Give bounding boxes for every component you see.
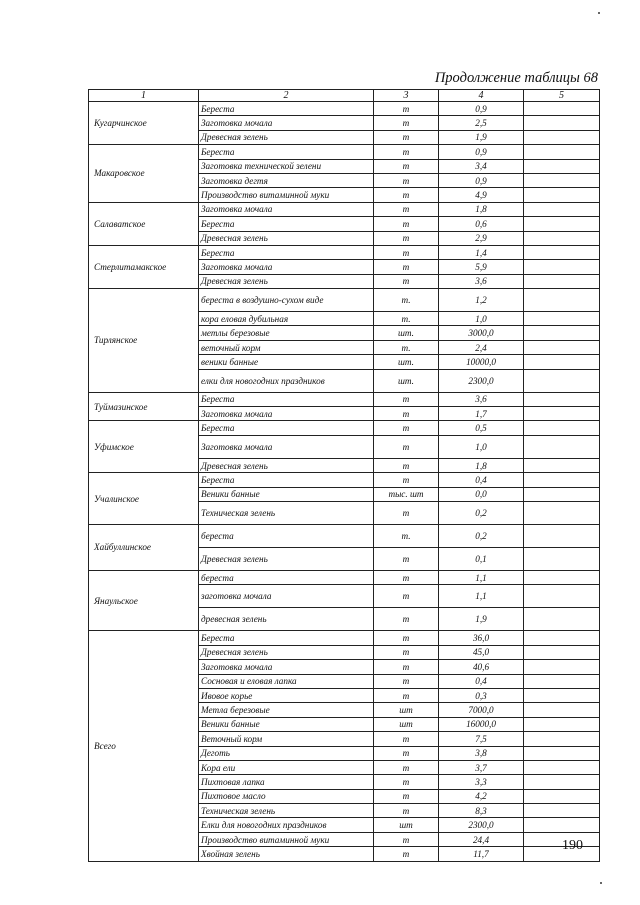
unit-cell: т [374,231,439,245]
quantity-cell: 0,9 [439,102,524,116]
empty-cell [524,231,600,245]
table-row [89,631,600,645]
quantity-cell: 7,5 [439,732,524,746]
item-cell: Метла березовые [199,703,374,717]
district-cell: Тирлянское [89,289,199,393]
item-cell: Заготовка мочала [199,116,374,130]
empty-cell [524,245,600,259]
unit-cell: шт [374,703,439,717]
quantity-cell: 3,3 [439,775,524,789]
quantity-cell: 10000,0 [439,355,524,369]
quantity-cell: 0,4 [439,473,524,487]
item-cell: Сосновая и еловая лапка [199,674,374,688]
unit-cell: т [374,473,439,487]
empty-cell [524,217,600,231]
empty-cell [524,392,600,406]
item-cell: веточный корм [199,340,374,354]
quantity-cell: 1,8 [439,458,524,472]
column-header: 4 [439,90,524,102]
quantity-cell: 1,1 [439,570,524,584]
district-cell: Туймазинское [89,392,199,421]
unit-cell: т [374,760,439,774]
item-cell: Кора ели [199,760,374,774]
item-cell: Береста [199,145,374,159]
unit-cell: т [374,102,439,116]
unit-cell: т [374,145,439,159]
empty-cell [524,585,600,608]
unit-cell: т [374,832,439,846]
unit-cell: т [374,775,439,789]
item-cell: Заготовка дегтя [199,173,374,187]
item-cell: Древесная зелень [199,130,374,144]
empty-cell [524,326,600,340]
empty-cell [524,355,600,369]
empty-cell [524,524,600,547]
unit-cell: т [374,570,439,584]
quantity-cell: 2,9 [439,231,524,245]
item-cell: Производство витаминной муки [199,832,374,846]
item-cell: Заготовка мочала [199,435,374,458]
quantity-cell: 3,8 [439,746,524,760]
unit-cell: т [374,260,439,274]
quantity-cell: 0,4 [439,674,524,688]
unit-cell: т [374,245,439,259]
quantity-cell: 2,4 [439,340,524,354]
quantity-cell: 36,0 [439,631,524,645]
unit-cell: шт [374,717,439,731]
column-header: 2 [199,90,374,102]
quantity-cell: 16000,0 [439,717,524,731]
quantity-cell: 0,2 [439,524,524,547]
empty-cell [524,804,600,818]
quantity-cell: 0,3 [439,688,524,702]
item-cell: елки для новогодних праздников [199,369,374,392]
item-cell: Древесная зелень [199,231,374,245]
unit-cell: т [374,660,439,674]
item-cell: Веники банные [199,487,374,501]
unit-cell: т. [374,312,439,326]
unit-cell: т [374,173,439,187]
empty-cell [524,473,600,487]
empty-cell [524,501,600,524]
empty-cell [524,116,600,130]
empty-cell [524,407,600,421]
item-cell: Береста [199,217,374,231]
table-row [89,392,600,406]
item-cell: Пихтовое масло [199,789,374,803]
item-cell: береста [199,524,374,547]
item-cell: Ивовое корье [199,688,374,702]
district-cell: Всего [89,631,199,861]
quantity-cell: 1,7 [439,407,524,421]
empty-cell [524,369,600,392]
quantity-cell: 11,7 [439,847,524,861]
item-cell: Веточный корм [199,732,374,746]
item-cell: Древесная зелень [199,645,374,659]
item-cell: кора еловая дубильная [199,312,374,326]
quantity-cell: 2300,0 [439,818,524,832]
table-row [89,145,600,159]
item-cell: Деготь [199,746,374,760]
quantity-cell: 5,9 [439,260,524,274]
quantity-cell: 1,4 [439,245,524,259]
unit-cell: т [374,130,439,144]
unit-cell: т [374,847,439,861]
empty-cell [524,289,600,312]
empty-cell [524,547,600,570]
column-header: 1 [89,90,199,102]
empty-cell [524,570,600,584]
unit-cell: шт. [374,355,439,369]
empty-cell [524,703,600,717]
item-cell: веники банные [199,355,374,369]
district-cell: Салаватское [89,202,199,245]
quantity-cell: 3000,0 [439,326,524,340]
unit-cell: т [374,804,439,818]
item-cell: береста в воздушно-сухом виде [199,289,374,312]
unit-cell: т. [374,340,439,354]
table-row [89,202,600,216]
empty-cell [524,312,600,326]
quantity-cell: 0,1 [439,547,524,570]
quantity-cell: 4,2 [439,789,524,803]
item-cell: Пихтовая лапка [199,775,374,789]
district-cell: Уфимское [89,421,199,473]
empty-cell [524,732,600,746]
quantity-cell: 2,5 [439,116,524,130]
item-cell: Береста [199,245,374,259]
quantity-cell: 1,9 [439,608,524,631]
empty-cell [524,458,600,472]
quantity-cell: 0,2 [439,501,524,524]
empty-cell [524,660,600,674]
item-cell: Заготовка мочала [199,202,374,216]
quantity-cell: 40,6 [439,660,524,674]
quantity-cell: 3,6 [439,274,524,288]
unit-cell: т [374,501,439,524]
empty-cell [524,274,600,288]
unit-cell: т. [374,289,439,312]
empty-cell [524,173,600,187]
empty-cell [524,631,600,645]
unit-cell: т [374,789,439,803]
quantity-cell: 1,0 [439,435,524,458]
item-cell: Береста [199,392,374,406]
item-cell: древесная зелень [199,608,374,631]
unit-cell: тыс. шт [374,487,439,501]
empty-cell [524,145,600,159]
item-cell: Хвойная зелень [199,847,374,861]
table-row [89,473,600,487]
quantity-cell: 8,3 [439,804,524,818]
empty-cell [524,818,600,832]
item-cell: заготовка мочала [199,585,374,608]
page-number: 190 [562,838,583,853]
unit-cell: т [374,188,439,202]
item-cell: Береста [199,631,374,645]
quantity-cell: 1,8 [439,202,524,216]
empty-cell [524,102,600,116]
item-cell: метлы березовые [199,326,374,340]
table-row [89,289,600,312]
item-cell: Заготовка мочала [199,407,374,421]
empty-cell [524,789,600,803]
unit-cell: т [374,674,439,688]
unit-cell: т [374,435,439,458]
empty-cell [524,674,600,688]
district-cell: Стерлитамакское [89,245,199,288]
empty-cell [524,260,600,274]
unit-cell: т [374,202,439,216]
item-cell: Техническая зелень [199,804,374,818]
column-header: 3 [374,90,439,102]
empty-cell [524,487,600,501]
empty-cell [524,340,600,354]
empty-cell [524,435,600,458]
table-row [89,245,600,259]
item-cell: Береста [199,421,374,435]
unit-cell: т [374,217,439,231]
empty-cell [524,130,600,144]
unit-cell: т [374,458,439,472]
empty-cell [524,760,600,774]
quantity-cell: 7000,0 [439,703,524,717]
empty-cell [524,608,600,631]
district-cell: Макаровское [89,145,199,203]
quantity-cell: 4,9 [439,188,524,202]
quantity-cell: 45,0 [439,645,524,659]
quantity-cell: 2300,0 [439,369,524,392]
unit-cell: т [374,392,439,406]
quantity-cell: 3,6 [439,392,524,406]
quantity-cell: 0,9 [439,173,524,187]
unit-cell: т [374,608,439,631]
item-cell: Древесная зелень [199,458,374,472]
item-cell: Заготовка технической зелени [199,159,374,173]
empty-cell [524,421,600,435]
item-cell: Береста [199,102,374,116]
district-cell: Учалинское [89,473,199,525]
empty-cell [524,159,600,173]
district-cell: Янаульское [89,570,199,630]
unit-cell: т [374,732,439,746]
district-cell: Кугарчинское [89,102,199,145]
item-cell: Елки для новогодних праздников [199,818,374,832]
quantity-cell: 1,9 [439,130,524,144]
unit-cell: шт [374,818,439,832]
unit-cell: т. [374,524,439,547]
resources-table [88,89,600,862]
column-header: 5 [524,90,600,102]
unit-cell: т [374,407,439,421]
scan-speck [598,12,600,14]
unit-cell: т [374,645,439,659]
empty-cell [524,202,600,216]
quantity-cell: 1,1 [439,585,524,608]
empty-cell [524,688,600,702]
unit-cell: т [374,421,439,435]
quantity-cell: 1,0 [439,312,524,326]
item-cell: Древесная зелень [199,274,374,288]
quantity-cell: 24,4 [439,832,524,846]
unit-cell: шт. [374,369,439,392]
unit-cell: шт. [374,326,439,340]
header-row [89,90,600,102]
table-row [89,102,600,116]
unit-cell: т [374,746,439,760]
item-cell: Заготовка мочала [199,260,374,274]
unit-cell: т [374,274,439,288]
unit-cell: т [374,631,439,645]
unit-cell: т [374,159,439,173]
empty-cell [524,645,600,659]
table-body [89,90,600,862]
table-row [89,524,600,547]
unit-cell: т [374,547,439,570]
quantity-cell: 0,0 [439,487,524,501]
quantity-cell: 1,2 [439,289,524,312]
empty-cell [524,746,600,760]
empty-cell [524,775,600,789]
item-cell: Береста [199,473,374,487]
item-cell: Техническая зелень [199,501,374,524]
item-cell: Веники банные [199,717,374,731]
item-cell: Заготовка мочала [199,660,374,674]
item-cell: Производство витаминной муки [199,188,374,202]
unit-cell: т [374,688,439,702]
quantity-cell: 0,5 [439,421,524,435]
table-row [89,570,600,584]
empty-cell [524,717,600,731]
quantity-cell: 3,4 [439,159,524,173]
quantity-cell: 0,6 [439,217,524,231]
table-row [89,421,600,435]
item-cell: Древесная зелень [199,547,374,570]
quantity-cell: 0,9 [439,145,524,159]
empty-cell [524,188,600,202]
district-cell: Хайбуллинское [89,524,199,570]
item-cell: береста [199,570,374,584]
table-caption: Продолжение таблицы 68 [434,70,598,86]
scan-speck [600,882,602,884]
unit-cell: т [374,116,439,130]
quantity-cell: 3,7 [439,760,524,774]
unit-cell: т [374,585,439,608]
